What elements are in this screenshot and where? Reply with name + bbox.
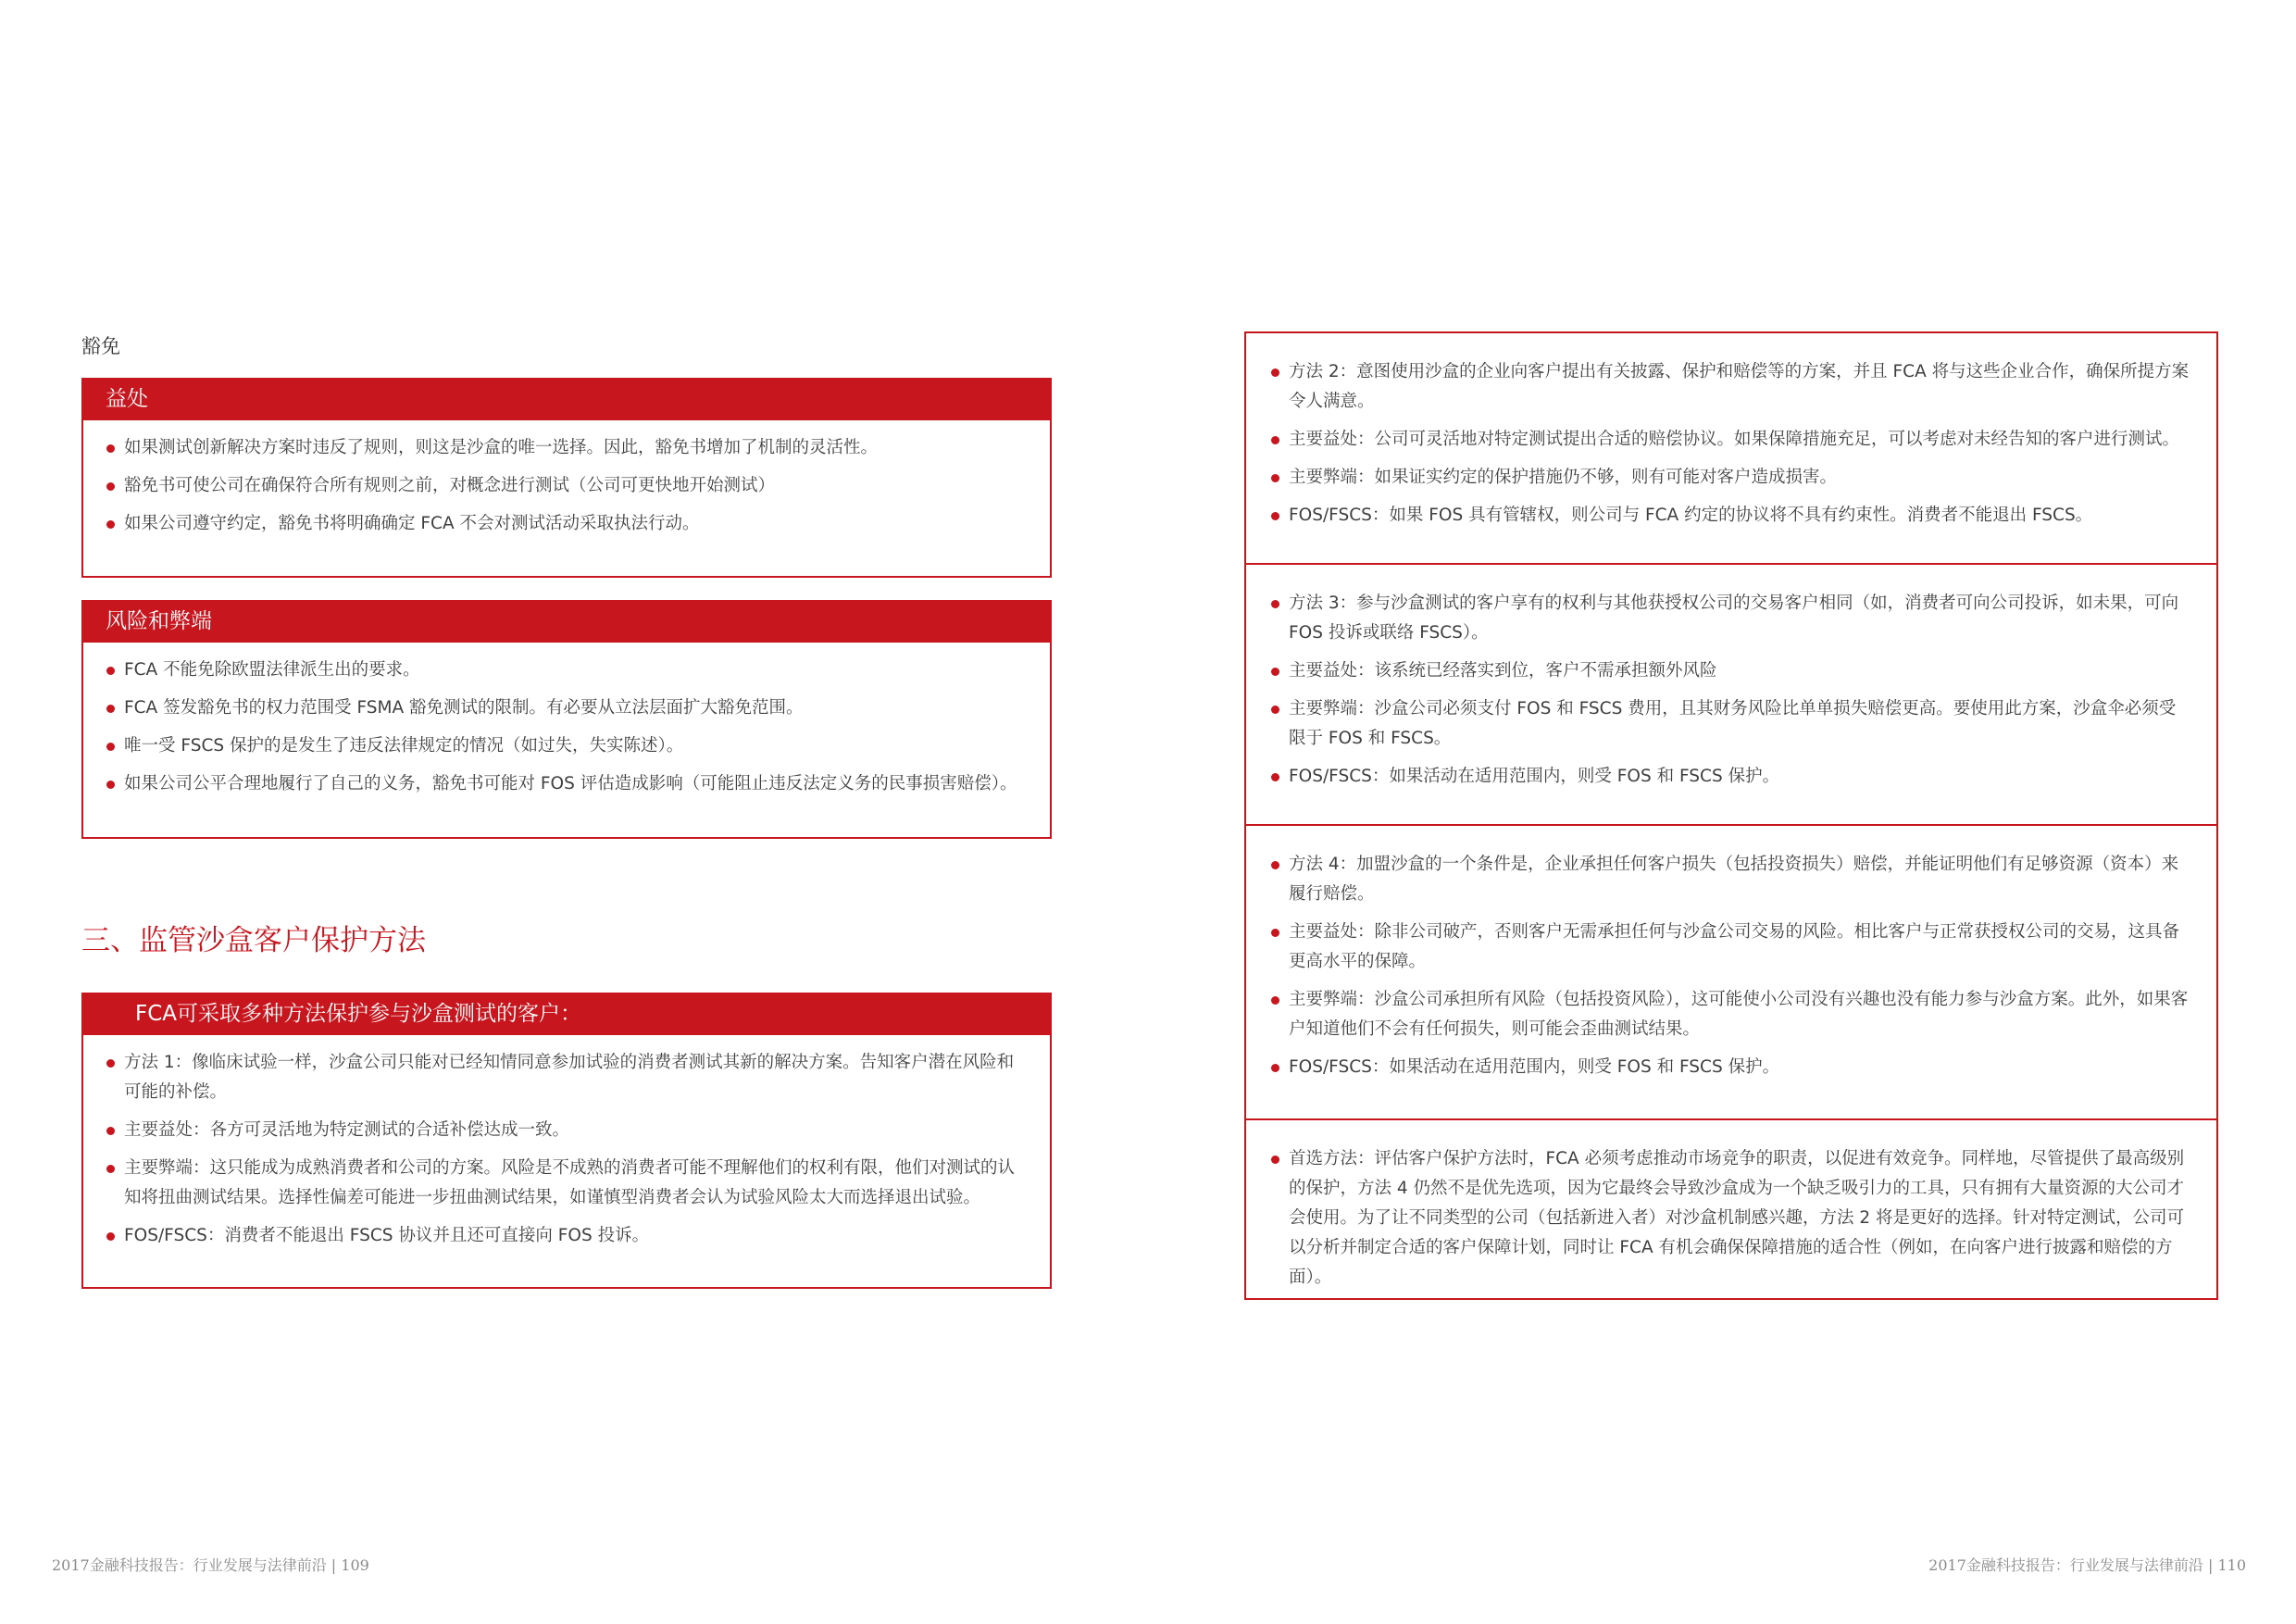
benefits-box bbox=[81, 378, 1052, 578]
list-item: FOS/FSCS：如果活动在适用范围内，则受 FOS 和 FSCS 保护。 bbox=[1289, 762, 2190, 792]
list-item: 主要益处：该系统已经落实到位，客户不需承担额外风险 bbox=[1289, 656, 2190, 686]
method-4-panel bbox=[1246, 826, 2216, 1120]
footer-right: 2017金融科技报告：行业发展与法律前沿 | 110 bbox=[1928, 1556, 2246, 1574]
methods-list bbox=[83, 1035, 1050, 1251]
list-item: 主要弊端：如果证实约定的保护措施仍不够，则有可能对客户造成损害。 bbox=[1289, 463, 2190, 493]
list-item: 首选方法：评估客户保护方法时，FCA 必须考虑推动市场竞争的职责，以促进有效竞争。同样地，尽管提供了最高级别的保护，方法 4 仍然不是优先选项，因为它最终会导致沙盒成为一个缺乏吸引力的工具，只有拥有大量资源的大公司才会使用。为了让不同类型的公司（包括新进入者）对沙盒机制感兴趣，方法 2 将是更好的选择。针对特定测试，公司可以分析并制定合适的客户保障计划，同时让 FCA 有机会确保保障措施的适合性（例如，在向客户进行披露和赔偿的方面）。 bbox=[1289, 1144, 2190, 1293]
methods-title: FCA可采取多种方法保护参与沙盒测试的客户： bbox=[81, 993, 1052, 1035]
section-title: 三、监管沙盒客户保护方法 bbox=[81, 924, 426, 957]
benefits-title: 益处 bbox=[81, 378, 1052, 420]
list-item: 方法 1：像临床试验一样，沙盒公司只能对已经知情同意参加试验的消费者测试其新的解决方案。告知客户潜在风险和可能的补偿。 bbox=[124, 1048, 1024, 1107]
list-item: 方法 3：参与沙盒测试的客户享有的权利与其他获授权公司的交易客户相同（如，消费者可向公司投诉，如未果，可向 FOS 投诉或联络 FSCS）。 bbox=[1289, 589, 2190, 648]
list-item: 主要弊端：沙盒公司必须支付 FOS 和 FSCS 费用，且其财务风险比单单损失赔偿更高。要使用此方案，沙盒伞必须受限于 FOS 和 FSCS。 bbox=[1289, 694, 2190, 754]
list-item: 主要益处：除非公司破产，否则客户无需承担任何与沙盒公司交易的风险。相比客户与正常获授权公司的交易，这具备更高水平的保障。 bbox=[1289, 918, 2190, 977]
method-3-panel bbox=[1246, 565, 2216, 826]
list-item: FOS/FSCS：如果活动在适用范围内，则受 FOS 和 FSCS 保护。 bbox=[1289, 1053, 2190, 1082]
list-item: 主要弊端：沙盒公司承担所有风险（包括投资风险），这可能使小公司没有兴趣也没有能力参与沙盒方案。此外，如果客户知道他们不会有任何损失，则可能会歪曲测试结果。 bbox=[1289, 985, 2190, 1044]
list-item: 如果公司遵守约定，豁免书将明确确定 FCA 不会对测试活动采取执法行动。 bbox=[124, 509, 1024, 539]
list-item: 主要益处：公司可灵活地对特定测试提出合适的赔偿协议。如果保障措施充足，可以考虑对未经告知的客户进行测试。 bbox=[1289, 425, 2190, 455]
list-item: 主要弊端：这只能成为成熟消费者和公司的方案。风险是不成熟的消费者可能不理解他们的权利有限，他们对测试的认知将扭曲测试结果。选择性偏差可能进一步扭曲测试结果，如谨慎型消费者会认为试验风险太大而选择退出试验。 bbox=[124, 1154, 1024, 1213]
methods-continued bbox=[1244, 331, 2218, 1300]
list-item: 如果测试创新解决方案时违反了规则，则这是沙盒的唯一选择。因此，豁免书增加了机制的灵活性。 bbox=[124, 433, 1024, 463]
risks-box bbox=[81, 600, 1052, 839]
list-item: FCA 签发豁免书的权力范围受 FSMA 豁免测试的限制。有必要从立法层面扩大豁免范围。 bbox=[124, 693, 1024, 723]
section-label-exemption: 豁免 bbox=[81, 335, 120, 357]
benefits-list bbox=[83, 420, 1050, 539]
preferred-method-panel bbox=[1246, 1120, 2216, 1298]
list-item: 主要益处：各方可灵活地为特定测试的合适补偿达成一致。 bbox=[124, 1116, 1024, 1145]
list-item: FOS/FSCS：消费者不能退出 FSCS 协议并且还可直接向 FOS 投诉。 bbox=[124, 1221, 1024, 1251]
list-item: FCA 不能免除欧盟法律派生出的要求。 bbox=[124, 656, 1024, 685]
list-item: 如果公司公平合理地履行了自己的义务，豁免书可能对 FOS 评估造成影响（可能阻止违反法定义务的民事损害赔偿）。 bbox=[124, 769, 1024, 799]
risks-list bbox=[83, 643, 1050, 799]
methods-box bbox=[81, 993, 1052, 1289]
footer-left: 2017金融科技报告：行业发展与法律前沿 | 109 bbox=[52, 1556, 369, 1574]
list-item: 方法 2：意图使用沙盒的企业向客户提出有关披露、保护和赔偿等的方案，并且 FCA 将与这些企业合作，确保所提方案令人满意。 bbox=[1289, 357, 2190, 417]
list-item: 唯一受 FSCS 保护的是发生了违反法律规定的情况（如过失，失实陈述）。 bbox=[124, 731, 1024, 761]
list-item: 方法 4：加盟沙盒的一个条件是，企业承担任何客户损失（包括投资损失）赔偿，并能证明他们有足够资源（资本）来履行赔偿。 bbox=[1289, 850, 2190, 909]
list-item: 豁免书可使公司在确保符合所有规则之前，对概念进行测试（公司可更快地开始测试） bbox=[124, 471, 1024, 501]
list-item: FOS/FSCS：如果 FOS 具有管辖权，则公司与 FCA 约定的协议将不具有约束性。消费者不能退出 FSCS。 bbox=[1289, 501, 2190, 531]
risks-title: 风险和弊端 bbox=[81, 600, 1052, 643]
method-2-panel bbox=[1246, 333, 2216, 565]
